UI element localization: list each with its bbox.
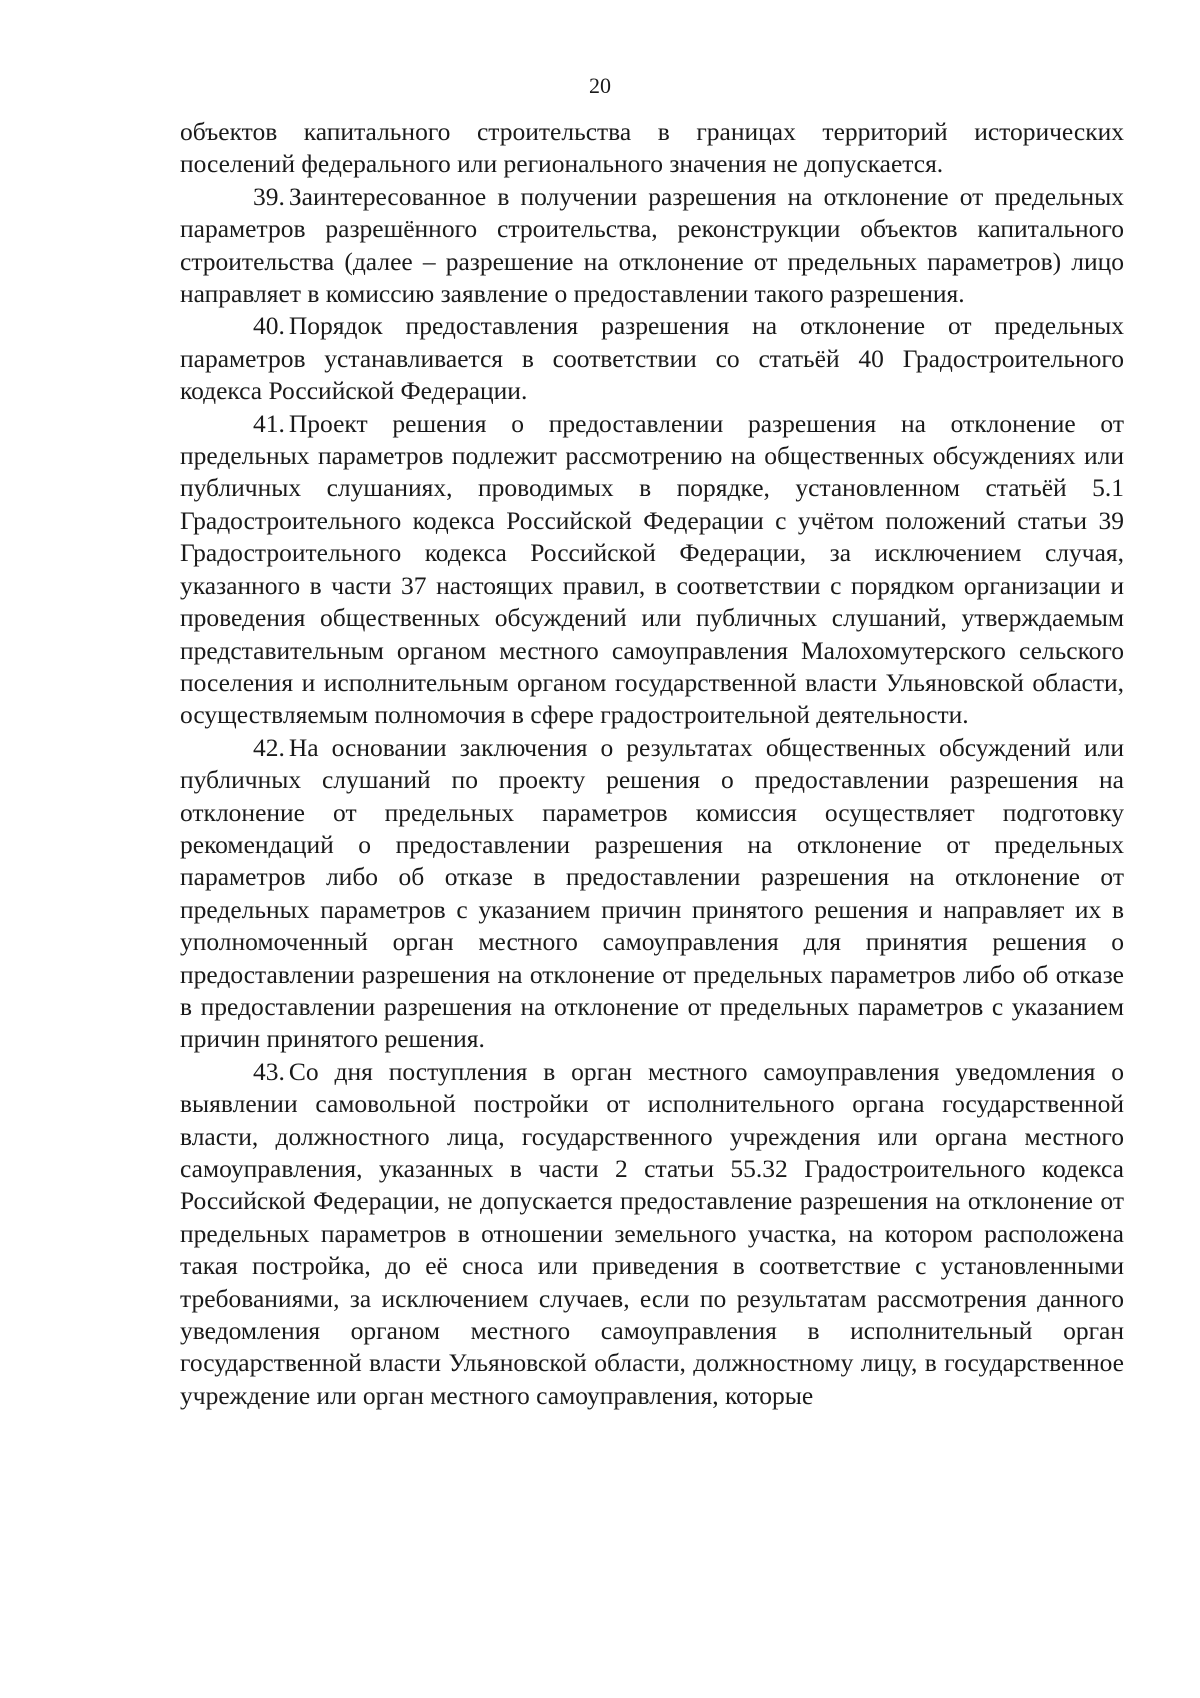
paragraph-text: Проект решения о предоставлении разрешения на отклонение от предельных параметров подлежит рассмотрению на общественных обсуждениях или публичных слушаниях, проводимых в порядке, установленном статьёй 5.1 Градостроительного кодекса Российской Федерации с учётом положений статьи 39 Градостроительного кодекса Российской Федерации, за исключением случая, указанного в части 37 настоящих правил, в соответствии с порядком организации и проведения общественных обсуждений или публичных слушаний, утверждаемым представительным органом местного самоуправления Малохомутерского сельского поселения и исполнительным органом государственной власти Ульяновской области, осуществляемым полномочия в сфере градостроительной деятельности. bbox=[180, 408, 1124, 730]
paragraph-number: 43. bbox=[253, 1056, 285, 1086]
paragraph-text: Порядок предоставления разрешения на отклонение от предельных параметров устанавливается в соответствии со статьёй 40 Градостроительного кодекса Российской Федерации. bbox=[180, 311, 1124, 406]
paragraph-continuation bbox=[180, 116, 1124, 181]
paragraph-text: На основании заключения о результатах общественных обсуждений или публичных слушаний по проекту решения о предоставлении разрешения на отклонение от предельных параметров комиссия осуществляет подготовку рекомендаций о предоставлении разрешения на отклонение от предельных параметров либо об отказе в предоставлении разрешения на отклонение от предельных параметров с указанием причин принятого решения и направляет их в уполномоченный орган местного самоуправления для принятия решения о предоставлении разрешения на отклонение от предельных параметров либо об отказе в предоставлении разрешения на отклонение от предельных параметров с указанием причин принятого решения. bbox=[180, 732, 1124, 1054]
paragraph-text: Заинтересованное в получении разрешения на отклонение от предельных параметров разрешённого строительства, реконструкции объектов капитального строительства (далее – разрешение на отклонение от предельных параметров) лицо направляет в комиссию заявление о предоставлении такого разрешения. bbox=[180, 181, 1124, 309]
body-text bbox=[180, 116, 1124, 1412]
paragraph-40 bbox=[180, 310, 1124, 407]
paragraph-41 bbox=[180, 408, 1124, 732]
page-number: 20 bbox=[589, 73, 611, 98]
paragraph-39 bbox=[180, 181, 1124, 311]
paragraph-text: объектов капитального строительства в границах территорий исторических поселений федерального или регионального значения не допускается. bbox=[180, 117, 1124, 179]
paragraph-43 bbox=[180, 1056, 1124, 1412]
paragraph-42 bbox=[180, 732, 1124, 1056]
paragraph-number: 42. bbox=[253, 732, 285, 762]
paragraph-number: 40. bbox=[253, 311, 285, 341]
paragraph-text: Со дня поступления в орган местного самоуправления уведомления о выявлении самовольной постройки от исполнительного органа государственной власти, должностного лица, государственного учреждения или органа местного самоуправления, указанных в части 2 статьи 55.32 Градостроительного кодекса Российской Федерации, не допускается предоставление разрешения на отклонение от предельных параметров в отношении земельного участка, на котором расположена такая постройка, до её сноса или приведения в соответствие с установленными требованиями, за исключением случаев, если по результатам рассмотрения данного уведомления органом местного самоуправления в исполнительный орган государственной власти Ульяновской области, должностному лицу, в государственное учреждение или орган местного самоуправления, которые bbox=[180, 1056, 1124, 1410]
paragraph-number: 39. bbox=[253, 181, 285, 211]
paragraph-number: 41. bbox=[253, 408, 285, 438]
